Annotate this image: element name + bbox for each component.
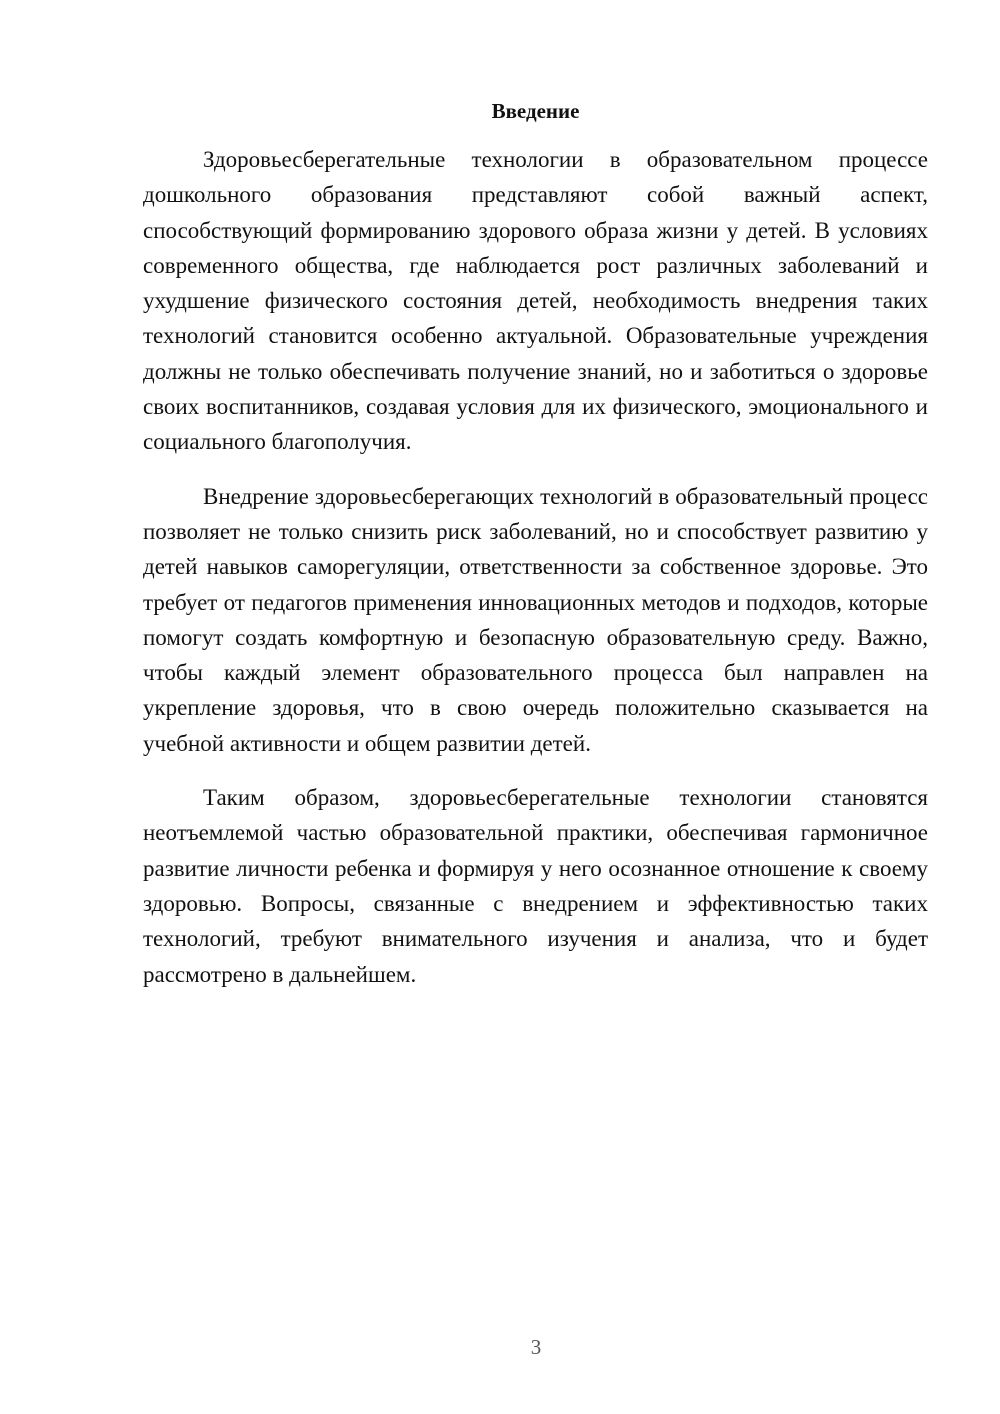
paragraph-1: Здоровьесберегательные технологии в образовательном процессе дошкольного образования представляют собой важный аспект, способствующий формированию здорового образа жизни у детей. В условиях современного общества, где наблюдается рост различных заболеваний и ухудшение физического состояния детей, необходимость внедрения таких технологий становится особенно актуальной. Образовательные учреждения должны не только обеспечивать получение знаний, но и заботиться о здоровье своих воспитанников, создавая условия для их физического, эмоционального и социального благополучия. [143, 147, 928, 455]
document-body [143, 142, 928, 1011]
page-title: Введение [491, 99, 580, 123]
paragraph-2: Внедрение здоровьесберегающих технологий в образовательный процесс позволяет не только снизить риск заболеваний, но и способствует развитию у детей навыков саморегуляции, ответственности за собственное здоровье. Это требует от педагогов применения инновационных методов и подходов, которые помогут создать комфортную и безопасную образовательную среду. Важно, чтобы каждый элемент образовательного процесса был направлен на укрепление здоровья, что в свою очередь положительно сказывается на учебной активности и общем развитии детей. [143, 483, 928, 756]
page-number: 3 [530, 1335, 542, 1359]
paragraph-3: Таким образом, здоровьесберегательные технологии становятся неотъемлемой частью образовательной практики, обеспечивая гармоничное развитие личности ребенка и формируя у него осознанное отношение к своему здоровью. Вопросы, связанные с внедрением и эффективностью таких технологий, требуют внимательного изучения и анализа, что и будет рассмотрено в дальнейшем. [143, 785, 928, 987]
